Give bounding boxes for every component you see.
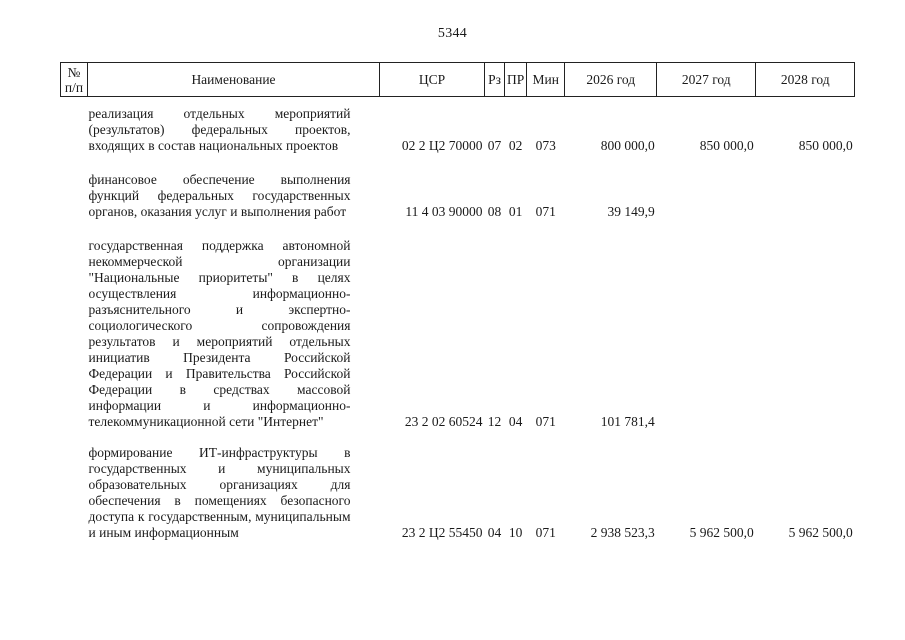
header-pr: ПР bbox=[505, 63, 527, 97]
row-csr: 11 4 03 90000 bbox=[405, 204, 483, 219]
row-min: 071 bbox=[535, 414, 556, 429]
row-pr: 10 bbox=[508, 525, 523, 540]
budget-table bbox=[60, 62, 855, 541]
row-name: формирование ИТ-инфраструктуры в государственных и муниципальных образовательных организациях для обеспечения в помещениях безопасного доступа к государственным, муниципальным и иным информационным bbox=[88, 445, 351, 540]
header-min: Мин bbox=[527, 63, 565, 97]
table-row bbox=[61, 430, 855, 541]
table-header-row bbox=[61, 63, 855, 97]
header-year-2027: 2027 год bbox=[657, 63, 756, 97]
row-rz: 08 bbox=[487, 204, 502, 219]
row-year-2026: 101 781,4 bbox=[600, 414, 655, 429]
row-year-2026: 800 000,0 bbox=[600, 138, 655, 153]
row-name: реализация отдельных мероприятий (результатов) федеральных проектов, входящих в состав национальных проектов bbox=[88, 106, 351, 153]
row-rz: 04 bbox=[487, 525, 502, 540]
row-name: финансовое обеспечение выполнения функций федеральных государственных органов, оказания услуг и выполнения работ bbox=[88, 172, 351, 219]
row-csr: 02 2 Ц2 70000 bbox=[401, 138, 483, 153]
table-row bbox=[61, 97, 855, 155]
row-name: государственная поддержка автономной некоммерческой организации "Национальные приоритеты" в целях осуществления информационно-разъяснительного и экспертно-социологического сопровождения результатов и мероприятий отдельных инициатив Президента Российской Федерации и Правительства Российской Федерации в средствах массовой информации и информационно-телекоммуникационной сети "Интернет" bbox=[88, 238, 351, 429]
row-rz: 07 bbox=[487, 138, 502, 153]
page-number: 5344 bbox=[437, 26, 468, 41]
row-year-2028 bbox=[756, 154, 855, 220]
row-min: 071 bbox=[535, 525, 556, 540]
header-csr: ЦСР bbox=[380, 63, 485, 97]
header-rz: Рз bbox=[485, 63, 505, 97]
row-min: 071 bbox=[535, 204, 556, 219]
row-year-2027 bbox=[657, 154, 756, 220]
row-min: 073 bbox=[535, 138, 556, 153]
row-year-2028 bbox=[756, 220, 855, 430]
row-csr: 23 2 Ц2 55450 bbox=[401, 525, 483, 540]
row-pr: 01 bbox=[508, 204, 523, 219]
table-row bbox=[61, 154, 855, 220]
row-pr: 04 bbox=[508, 414, 523, 429]
table-row bbox=[61, 220, 855, 430]
row-pr: 02 bbox=[508, 138, 523, 153]
row-csr: 23 2 02 60524 bbox=[404, 414, 483, 429]
row-rz: 12 bbox=[487, 414, 502, 429]
header-name: Наименование bbox=[88, 63, 380, 97]
row-year-2026: 2 938 523,3 bbox=[590, 525, 655, 540]
row-year-2027 bbox=[657, 220, 756, 430]
header-year-2028: 2028 год bbox=[756, 63, 855, 97]
row-year-2027: 850 000,0 bbox=[699, 138, 754, 153]
row-year-2028: 850 000,0 bbox=[798, 138, 853, 153]
header-year-2026: 2026 год bbox=[565, 63, 657, 97]
row-year-2027: 5 962 500,0 bbox=[689, 525, 754, 540]
row-year-2026: 39 149,9 bbox=[607, 204, 655, 219]
header-num: № п/п bbox=[61, 63, 88, 97]
row-year-2028: 5 962 500,0 bbox=[788, 525, 853, 540]
